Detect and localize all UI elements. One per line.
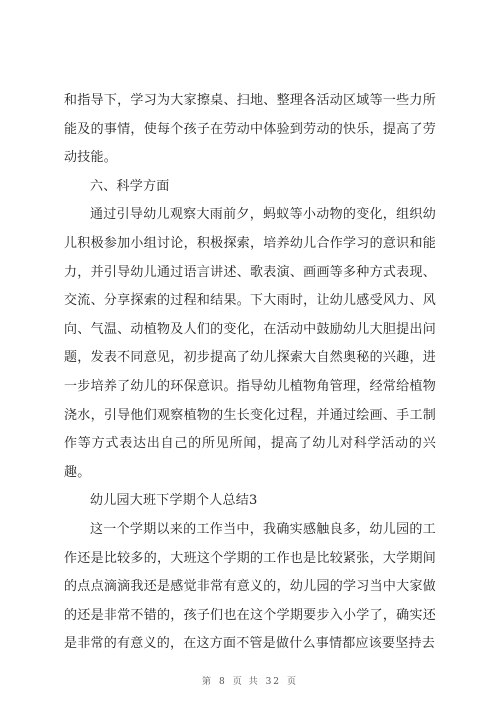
footer-page-number: 8 <box>218 677 227 687</box>
footer-total-pages: 32 <box>265 677 282 687</box>
paragraph-continuation: 和指导下，学习为大家擦桌、扫地、整理各活动区域等一些力所能及的事情，使每个孩子在劳动中体验到劳动的快乐，提高了劳动技能。 <box>64 93 436 166</box>
paragraph-science: 通过引导幼儿观察大雨前夕，蚂蚁等小动物的变化，组织幼儿积极参加小组讨论，积极探索，培养幼儿合作学习的意识和能力，并引导幼儿通过语言讲述、歌表演、画画等多种方式表现、交流、分享探索的过程和结果。下大雨时，让幼儿感受风力、风向、气温、动植物及人们的变化，在活动中鼓励幼儿大胆提出问题，发表不同意见，初步提高了幼儿探索大自然奥秘的兴趣，进一步培养了幼儿的环保意识。指导幼儿植物角管理，经常给植物浇水，引导他们观察植物的生长变化过程，并通过绘画、手工制作等方式表达出自己的所见所闻，提高了幼儿对科学活动的兴趣。 <box>64 207 436 480</box>
section-heading-science: 六、科学方面 <box>90 178 170 194</box>
page-footer <box>0 674 500 687</box>
section-heading-summary: 幼儿园大班下学期个人总结3 <box>90 493 258 509</box>
paragraph-summary: 这一个学期以来的工作当中，我确实感触良多，幼儿园的工作还是比较多的，大班这个学期的工作也是比较紧张，大学期间的点点滴滴我还是感觉非常有意义的，幼儿园的学习当中大家做的还是非常不错的，孩子们也在这个学期要步入小学了，确实还是非常的有意义的，在这方面不管是做什么事情都应该要坚持去 <box>64 521 436 652</box>
footer-prefix: 第 <box>201 677 213 687</box>
footer-suffix: 页 <box>287 677 299 687</box>
footer-middle: 页 共 <box>232 677 260 687</box>
document-body <box>64 87 436 659</box>
